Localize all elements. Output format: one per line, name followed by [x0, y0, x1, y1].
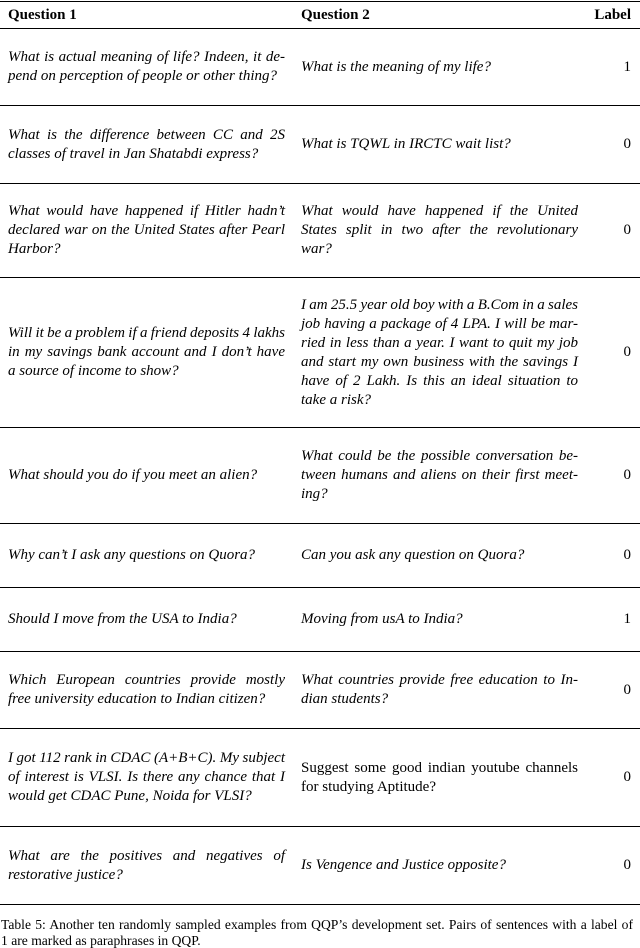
label-value: 1: [623, 611, 631, 627]
question-1-text-line: What should you do if you meet an alien?: [8, 467, 258, 483]
label-cell: [581, 827, 631, 904]
question-1-text-line: classes of travel in Jan Shatabdi express?: [8, 145, 259, 162]
question-1-text-line: I got 112 rank in CDAC (A+B+C). My subject: [8, 750, 285, 766]
question-1-text-line: Why can’t I ask any questions on Quora?: [8, 547, 256, 563]
question-1-text-line: Harbor?: [8, 241, 61, 257]
question-1-text-line: Which European countries provide mostly: [8, 672, 285, 688]
label-cell: [581, 729, 631, 826]
question-2-text-line: take a risk?: [301, 391, 371, 408]
table-caption: [1, 917, 633, 948]
question-1-text-line: Will it be a problem if a friend deposits 4 lakhs: [8, 325, 285, 341]
label-value: 0: [623, 136, 631, 152]
header-cell-question-2: [301, 2, 578, 28]
label-cell: [581, 184, 631, 277]
question-1-text-line: What is the difference between CC and 2S: [8, 126, 285, 143]
question-2-cell: [301, 29, 578, 105]
table-row: [0, 106, 640, 184]
question-2-text-line: ried in less than a year. I want to quit my job: [301, 334, 578, 351]
question-2-text-line: for studying Aptitude?: [301, 778, 436, 795]
question-1-cell: [8, 106, 285, 183]
question-1-cell: [8, 428, 285, 523]
header-question-1: Question 1: [8, 6, 77, 23]
header-cell-label: [581, 2, 631, 28]
question-2-cell: [301, 428, 578, 523]
caption-line: 1 are marked as paraphrases in QQP.: [1, 933, 201, 948]
question-1-cell: [8, 524, 285, 587]
question-1-text-line: What would have happened if Hitler hadn’t: [8, 203, 285, 219]
label-value: 0: [623, 344, 631, 360]
question-2-text-line: war?: [301, 241, 332, 257]
question-2-cell: [301, 106, 578, 183]
label-value: 0: [623, 547, 631, 563]
table-row: [0, 827, 640, 905]
table-row: [0, 524, 640, 588]
table-row: [0, 29, 640, 106]
question-1-text-line: would get CDAC Pune, Noida for VLSI?: [8, 788, 252, 804]
question-1-cell: [8, 729, 285, 826]
question-2-text-line: What countries provide free education to In-: [301, 672, 578, 688]
question-2-text-line: job having a package of 4 LPA. I will be mar-: [301, 315, 578, 332]
question-1-text-line: in my savings bank account and I don’t have: [8, 344, 285, 360]
label-cell: [581, 106, 631, 183]
label-cell: [581, 278, 631, 427]
label-value: 0: [623, 467, 631, 483]
question-2-text-line: and start my own business with the savings I: [301, 353, 578, 370]
table-row: [0, 428, 640, 524]
label-value: 1: [623, 58, 631, 75]
question-2-text-line: dian students?: [301, 691, 389, 707]
question-1-text-line: a source of income to show?: [8, 363, 179, 379]
label-cell: [581, 29, 631, 105]
label-cell: [581, 652, 631, 728]
caption-line: Table 5: Another ten randomly sampled examples from QQP’s development set. Pairs of sentences with a label of: [1, 917, 633, 932]
table-row: [0, 652, 640, 729]
header-label: Label: [594, 6, 631, 23]
question-1-cell: [8, 588, 285, 651]
question-2-text-line: tween humans and aliens on their first meet-: [301, 467, 578, 483]
question-1-cell: [8, 652, 285, 728]
question-1-text-line: of interest is VLSI. Is there any chance that I: [8, 769, 285, 785]
label-cell: [581, 524, 631, 587]
question-2-cell: [301, 827, 578, 904]
question-1-text-line: What is actual meaning of life? Indeen, it de-: [8, 49, 285, 65]
table-row: [0, 588, 640, 652]
question-2-text-line: ing?: [301, 486, 328, 502]
question-2-text-line: Can you ask any question on Quora?: [301, 547, 525, 563]
question-2-cell: [301, 524, 578, 587]
question-2-text-line: What could be the possible conversation be-: [301, 448, 578, 464]
question-2-text-line: I am 25.5 year old boy with a B.Com in a sales: [301, 296, 578, 313]
table-row: [0, 184, 640, 278]
question-2-cell: [301, 729, 578, 826]
question-1-cell: [8, 29, 285, 105]
label-value: 0: [623, 769, 631, 785]
label-value: 0: [623, 222, 631, 238]
header-question-2: Question 2: [301, 6, 370, 23]
question-1-cell: [8, 278, 285, 427]
question-1-text-line: restorative justice?: [8, 866, 123, 883]
label-cell: [581, 588, 631, 651]
question-2-text-line: Suggest some good indian youtube channels: [301, 759, 578, 776]
question-1-text-line: free university education to Indian citizen?: [8, 691, 266, 707]
question-2-text-line: Moving from usA to India?: [301, 611, 463, 627]
label-value: 0: [623, 857, 631, 873]
header-cell-question-1: [8, 2, 285, 28]
question-2-text-line: Is Vengence and Justice opposite?: [301, 857, 506, 873]
question-1-text-line: What are the positives and negatives of: [8, 847, 285, 864]
table-header-row: [0, 2, 640, 29]
question-2-cell: [301, 184, 578, 277]
question-2-text-line: have of 2 Lakh. Is this an ideal situation to: [301, 372, 578, 389]
question-2-text-line: What is the meaning of my life?: [301, 58, 491, 75]
question-1-text-line: declared war on the United States after Pearl: [8, 222, 285, 238]
table-row: [0, 278, 640, 428]
question-1-text-line: pend on perception of people or other thing?: [8, 68, 277, 84]
question-2-cell: [301, 278, 578, 427]
question-1-cell: [8, 827, 285, 904]
question-1-cell: [8, 184, 285, 277]
question-2-text-line: What is TQWL in IRCTC wait list?: [301, 136, 511, 152]
label-value: 0: [623, 681, 631, 698]
question-1-text-line: Should I move from the USA to India?: [8, 611, 237, 627]
question-2-text-line: States split in two after the revolutionary: [301, 222, 578, 238]
question-2-cell: [301, 588, 578, 651]
question-2-cell: [301, 652, 578, 728]
table-row: [0, 729, 640, 827]
question-2-text-line: What would have happened if the United: [301, 203, 578, 219]
label-cell: [581, 428, 631, 523]
